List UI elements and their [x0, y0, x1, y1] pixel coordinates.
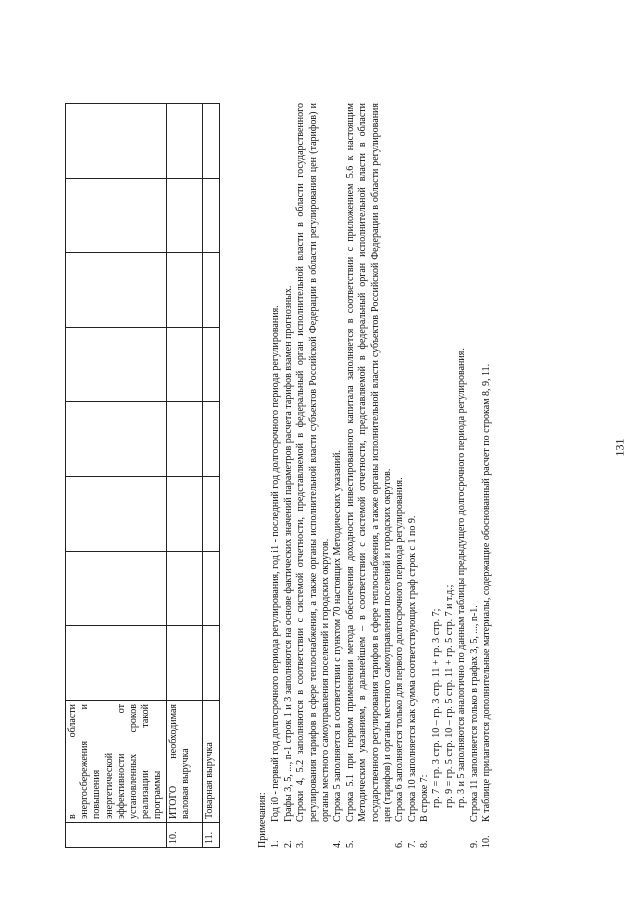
note-item	[345, 103, 395, 848]
note-number: 5.	[344, 840, 356, 848]
table-cell	[202, 551, 219, 626]
table-cell	[166, 104, 202, 179]
note-number: 2.	[282, 840, 294, 848]
table-row	[166, 104, 202, 848]
row-number: 10.	[166, 823, 202, 848]
note-number	[444, 808, 456, 834]
notes-section	[257, 103, 493, 848]
table-row	[202, 104, 219, 848]
notes-title: Примечания:	[257, 792, 268, 848]
note-number	[456, 808, 468, 834]
table-cell	[202, 327, 219, 402]
table-cell	[166, 253, 202, 328]
note-text: Строки 4, 5.2 заполняются в соответствии с системой отчетности, представляемой в федеральный орган исполнительной власти в области государственного регулирования тарифов в сфере теплоснабжения, а также органы исполнительной власти субъектов Российской Федерации в области регулирования цен (тарифов) и органы местного самоуправления поселений и городских округов.	[295, 103, 331, 822]
note-text: Строка 6 заполняется только для первого долгосрочного периода регулирования.	[394, 477, 406, 822]
note-number: 4.	[332, 840, 344, 848]
table-cell	[66, 327, 167, 402]
table-cell	[66, 551, 167, 626]
note-text: Графы 3, 5, ..., n-1 строк 1 и 3 заполняются на основе фактических значений параметров расчета тарифов взамен прогнозных.	[282, 285, 294, 822]
table-row	[66, 104, 167, 848]
row-label: Товарная выручка	[202, 701, 219, 823]
note-item	[431, 103, 443, 848]
note-text: Строка 5 заполняется в соответствии с пунктом 70 настоящих Методических указаний.	[332, 449, 344, 822]
note-number	[431, 808, 443, 834]
notes-list	[270, 103, 493, 848]
note-text: К таблице прилагаются дополнительные материалы, содержащие обоснованный расчет по строкам 8, 9, 11.	[481, 363, 493, 822]
note-text: Год i0 - первый год долгосрочного периода регулирования, год i1 - последний год долгосрочного периода регулирования.	[270, 305, 282, 822]
note-number: 7.	[406, 840, 418, 848]
table-cell	[202, 253, 219, 328]
note-item	[283, 103, 295, 848]
table-cell	[202, 104, 219, 179]
note-number: 6.	[394, 840, 406, 848]
note-item	[481, 103, 493, 848]
table-cell	[66, 104, 167, 179]
note-item	[295, 103, 332, 848]
table-cell	[202, 477, 219, 552]
note-text: гр. 9 = гр. 5 стр. 10 – гр. 5 стр. 11 + гр. 5 стр. 7 и т.д.;	[443, 584, 455, 808]
note-item	[419, 103, 431, 848]
row-number	[66, 823, 167, 848]
note-text: Строка 5.1 при первом применении метода обеспечения доходности инвестированного капитала заполняется в соответствии с приложением 5.6 к настоящим Методическим указаниям, в дальнейшем – в соответствии с системой отчетности, представляемой в федеральный орган исполнительной власти в области государственного регулирования тарифов в сфере теплоснабжения, а также органы исполнительной власти субъектов Российской Федерации в области регулирования цен (тарифов) и органы местного самоуправления поселений и городских округов.	[344, 103, 393, 822]
table-cell	[166, 178, 202, 253]
note-item	[444, 103, 456, 848]
table-cell	[202, 626, 219, 701]
table-cell	[66, 402, 167, 477]
note-number: 3.	[295, 840, 307, 848]
note-text: Строка 11 заполняется только в графах 3, 5, ..., n-1.	[468, 605, 480, 822]
note-item	[332, 103, 344, 848]
rotated-page	[45, 93, 493, 873]
table-cell	[166, 551, 202, 626]
row-label: ИТОГО необходимая валовая выручка	[166, 701, 202, 823]
data-table	[65, 103, 220, 848]
row-label: в области энергосбережения и повышения энергетической эффективности от установленных сроков реализации такой программы	[66, 701, 167, 823]
table-cell	[66, 178, 167, 253]
note-item	[456, 103, 468, 848]
note-item	[407, 103, 419, 848]
row-number: 11.	[202, 823, 219, 848]
table-cell	[166, 327, 202, 402]
note-item	[469, 103, 481, 848]
table-cell	[66, 626, 167, 701]
table-cell	[166, 626, 202, 701]
table-cell	[202, 178, 219, 253]
note-text: гр. 7 = гр. 3 стр. 10 – гр. 3 стр. 11 + гр. 3 стр. 7;	[431, 608, 443, 808]
note-item	[394, 103, 406, 848]
page-number: 131	[612, 438, 627, 457]
table-cell	[202, 402, 219, 477]
table-cell	[166, 402, 202, 477]
note-number: 9.	[468, 840, 480, 848]
note-text: В строке 7:	[419, 774, 431, 822]
table-cell	[66, 253, 167, 328]
note-text: Строка 10 заполняется как сумма соответствующих граф строк с 1 по 9.	[406, 515, 418, 822]
note-number: 1.	[270, 840, 282, 848]
table-cell	[166, 477, 202, 552]
note-text: гр. 3 и 5 заполняются аналогично по данным таблицы предыдущего долгосрочного периода регулирования.	[456, 348, 468, 808]
note-number: 8.	[419, 840, 431, 848]
note-item	[270, 103, 282, 848]
note-number: 10.	[481, 835, 493, 848]
table-cell	[66, 477, 167, 552]
